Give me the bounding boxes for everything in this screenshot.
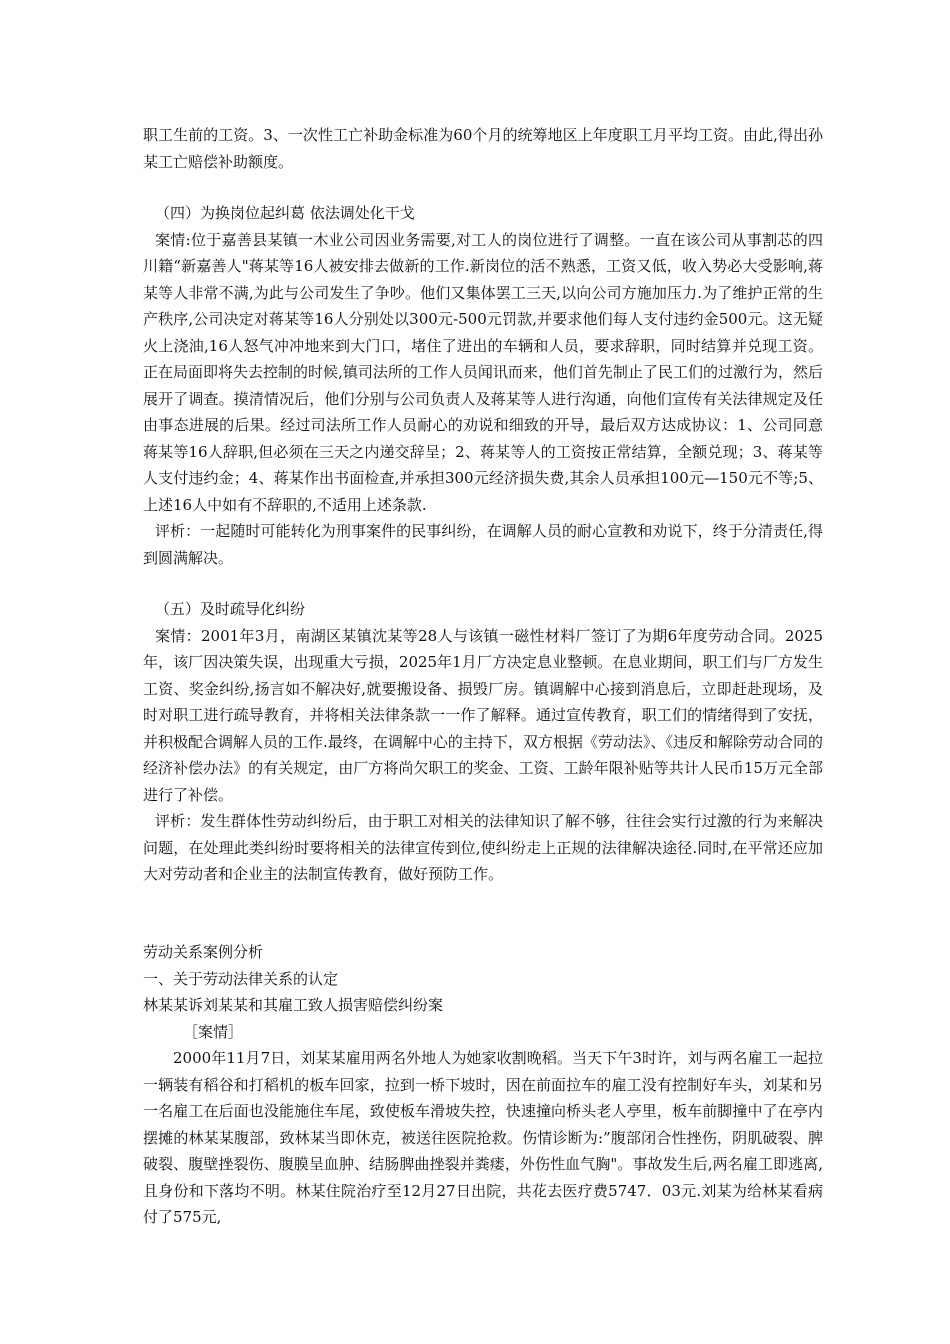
section-four-case: 案情:位于嘉善县某镇一木业公司因业务需要,对工人的岗位进行了调整。一直在该公司从事割芯的四川籍“新嘉善人"蒋某等16人被安排去做新的工作.新岗位的活不熟悉，工资又低，收入势必大受影响,蒋某等人非常不满,为此与公司发生了争吵。他们又集体罢工三天,以向公司方施加压力.为了维护正常的生产秩序,公司决定对蒋某等16人分别处以300元-500元罚款,并要求他们每人支付违约金500元。这无疑火上浇油,16人怒气冲冲地来到大门口，堵住了进出的车辆和人员，要求辞职，同时结算并兑现工资。正在局面即将失去控制的时候,镇司法所的工作人员闻讯而来，他们首先制止了民工们的过激行为，然后展开了调查。摸清情况后，他们分别与公司负责人及蒋某等人进行沟通，向他们宣传有关法律规定及任由事态进展的后果。经过司法所工作人员耐心的劝说和细致的开导，最后双方达成协议：1、公司同意蒋某等16人辞职,但必须在三天之内递交辞呈；2、蒋某等人的工资按正常结算，全额兑现；3、蒋某等人支付违约金；4、蒋某作出书面检查,并承担300元经济损失费,其余人员承担100元—150元不等;5、上述16人中如有不辞职的,不适用上述条款. [143, 230, 823, 514]
section-four-heading: （四）为换岗位起纠葛 依法调处化干戈 [155, 204, 415, 222]
paragraph-block [143, 122, 823, 175]
case-title: 林某某诉刘某某和其雇工致人损害赔偿纠纷案 [143, 996, 444, 1014]
document-title: 劳动关系案例分析 [143, 943, 264, 961]
case-body: 2000年11月7日，刘某某雇用两名外地人为她家收割晚稻。当天下午3时许，刘与两名雇工一起拉一辆装有稻谷和打稻机的板车回家，拉到一桥下坡时，因在前面拉车的雇工没有控制好车头，刘某和另一名雇工在后面也没能施住车尾，致使板车滑坡失控，快速撞向桥头老人亭里，板车前脚撞中了在亭内摆摊的林某某腹部，致林某当即休克，被送往医院抢救。伤情诊断为:”腹部闭合性挫伤，阴肌破裂、脾破裂、腹壁挫裂伤、腹膜呈血肿、结肠脾曲挫裂并粪瘘，外伤性血气胸"。事故发生后,两名雇工即逃离,且身份和下落均不明。林某住院治疗至12月27日出院，共花去医疗费5747．03元.刘某为给林某看病付了575元, [143, 1049, 823, 1226]
section-five-heading: （五）及时疏导化纠纷 [155, 600, 306, 618]
paragraph-compensation-standard: 职工生前的工资。3、一次性工亡补助金标准为60个月的统筹地区上年度职工月平均工资。由此,得出孙某工亡赔偿补助额度。 [143, 126, 823, 171]
section-five-case: 案情：2001年3月，南湖区某镇沈某等28人与该镇一磁性材料厂签订了为期6年度劳动合同。2025年，该厂因决策失误，出现重大亏损，2025年1月厂方决定息业整顿。在息业期间，职工们与厂方发生工资、奖金纠纷,扬言如不解决好,就要搬设备、损毁厂房。镇调解中心接到消息后，立即赶赴现场，及时对职工进行疏导教育，并将相关法律条款一一作了解释。通过宣传教育，职工们的情绪得到了安抚，并积极配合调解人员的工作.最终，在调解中心的主持下，双方根据《劳动法》、《违反和解除劳动合同的经济补偿办法》的有关规定，由厂方将尚欠职工的奖金、工资、工龄年限补贴等共计人民币15万元全部进行了补偿。 [143, 626, 823, 804]
case-label: ［案情］ [183, 1022, 244, 1041]
subheading-legal-relation: 一、关于劳动法律关系的认定 [143, 969, 339, 988]
section-four-comment: 评析：一起随时可能转化为刑事案件的民事纠纷，在调解人员的耐心宣教和劝说下，终于分清责任,得到圆满解决。 [143, 522, 823, 567]
section-five-comment: 评析：发生群体性劳动纠纷后，由于职工对相关的法律知识了解不够，往往会实行过激的行为来解决问题，在处理此类纠纷时要将相关的法律宣传到位,使纠纷走上正规的法律解决途径.同时,在平常还应加大对劳动者和企业主的法制宣传教育，做好预防工作。 [143, 812, 823, 883]
case-analysis-section [143, 939, 823, 1231]
section-four [143, 200, 823, 571]
section-five [143, 596, 823, 888]
